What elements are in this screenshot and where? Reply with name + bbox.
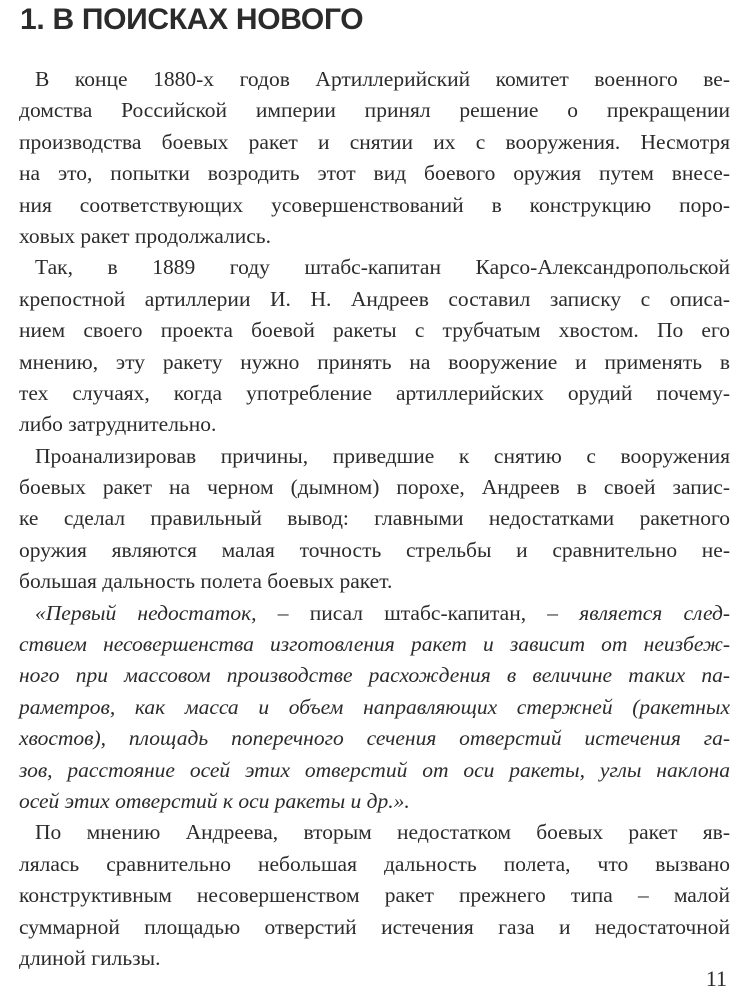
text-line: нием своего проекта боевой ракеты с трубчатым хвостом. По его bbox=[19, 318, 730, 343]
page-number: 11 bbox=[705, 966, 727, 991]
text-line: ке сделал правильный вывод: главными недостатками ракетного bbox=[19, 506, 730, 531]
paragraph-1-line-6 bbox=[19, 221, 730, 252]
paragraph-3-line-5 bbox=[19, 566, 730, 597]
text-line: В конце 1880-х годов Артиллерийский комитет военного ве- bbox=[35, 67, 730, 91]
text-line: ного при массовом производстве расхождения в величине таких па- bbox=[19, 663, 730, 688]
text-line: крепостной артиллерии И. Н. Андреев составил записку с описа- bbox=[19, 286, 730, 311]
quote-opening: «Первый недостаток, bbox=[35, 600, 257, 625]
text-line: ния соответствующих усовершенствований в конструкцию поро- bbox=[19, 192, 730, 217]
text-line: оружия являются малая точность стрельбы и сравнительно не- bbox=[19, 537, 730, 562]
paragraph-5-line-2 bbox=[19, 849, 730, 880]
text-line: большая дальность полета боевых ракет. bbox=[19, 569, 393, 594]
paragraph-3-line-1 bbox=[35, 441, 730, 472]
text-line: мнению, эту ракету нужно принять на вооружение и применять в bbox=[19, 349, 730, 374]
text-line: ствием несовершенства изготовления ракет и зависит от неизбеж- bbox=[19, 632, 730, 657]
paragraph-2-line-6 bbox=[19, 409, 730, 440]
paragraph-2-line-4 bbox=[19, 347, 730, 378]
paragraph-2-line-2 bbox=[19, 284, 730, 315]
text-line: боевых ракет на черном (дымном) порохе, Андреев в своей запис- bbox=[19, 475, 730, 500]
paragraph-1-line-2 bbox=[19, 95, 730, 126]
paragraph-4-line-5 bbox=[19, 723, 730, 754]
chapter-heading: 1. В ПОИСКАХ НОВОГО bbox=[20, 3, 364, 36]
paragraph-2-line-5 bbox=[19, 378, 730, 409]
paragraph-3-line-2 bbox=[19, 472, 730, 503]
paragraph-4-line-2 bbox=[19, 629, 730, 660]
paragraph-4-line-7 bbox=[19, 786, 730, 817]
text-line: производства боевых ракет и снятии их с вооружения. Несмотря bbox=[19, 129, 730, 154]
quote-attribution: – писал штабс-капитан, – bbox=[256, 600, 580, 625]
text-line: осей этих отверстий к оси ракеты и др.». bbox=[19, 788, 410, 813]
paragraph-5-line-3 bbox=[19, 880, 730, 911]
paragraph-4-line-1 bbox=[35, 598, 730, 629]
text-line: конструктивным несовершенством ракет прежнего типа – малой bbox=[19, 883, 730, 908]
text-line: Так, в 1889 году штабс-капитан Карсо-Александропольской bbox=[35, 255, 730, 280]
paragraph-1-line-5 bbox=[19, 190, 730, 221]
text-line: суммарной площадью отверстий истечения газа и недостаточной bbox=[19, 914, 730, 939]
paragraph-2-line-1 bbox=[35, 252, 730, 283]
text-line: хвостов), площадь поперечного сечения отверстий истечения га- bbox=[19, 726, 730, 751]
text-line: тех случаях, когда употребление артиллерийских орудий почему- bbox=[19, 380, 730, 405]
text-line: домства Российской империи принял решение о прекращении bbox=[19, 98, 730, 123]
text-line: зов, расстояние осей этих отверстий от оси ракеты, углы наклона bbox=[19, 757, 730, 782]
paragraph-4-line-3 bbox=[19, 660, 730, 691]
body-text bbox=[19, 64, 730, 974]
paragraph-3-line-4 bbox=[19, 535, 730, 566]
text-line: длиной гильзы. bbox=[19, 945, 161, 970]
paragraph-1-line-4 bbox=[19, 158, 730, 189]
paragraph-5-line-5 bbox=[19, 943, 730, 974]
quote-continuation: является след- bbox=[579, 600, 730, 625]
paragraph-4-line-4 bbox=[19, 692, 730, 723]
text-line: Проанализировав причины, приведшие к снятию с вооружения bbox=[35, 443, 730, 468]
text-line: либо затруднительно. bbox=[19, 412, 217, 437]
paragraph-3-line-3 bbox=[19, 503, 730, 534]
text-line: раметров, как масса и объем направляющих стержней (ракетных bbox=[19, 694, 730, 719]
text-line: По мнению Андреева, вторым недостатком боевых ракет яв- bbox=[35, 820, 730, 845]
text-line: ховых ракет продолжались. bbox=[19, 223, 271, 248]
paragraph-2-line-3 bbox=[19, 315, 730, 346]
paragraph-5-line-4 bbox=[19, 912, 730, 943]
paragraph-1-line-1 bbox=[35, 64, 730, 95]
text-line: лялась сравнительно небольшая дальность полета, что вызвано bbox=[19, 851, 730, 876]
paragraph-4-line-6 bbox=[19, 755, 730, 786]
paragraph-5-line-1 bbox=[35, 817, 730, 848]
text-line: на это, попытки возродить этот вид боевого оружия путем внесе- bbox=[19, 161, 730, 186]
paragraph-1-line-3 bbox=[19, 127, 730, 158]
